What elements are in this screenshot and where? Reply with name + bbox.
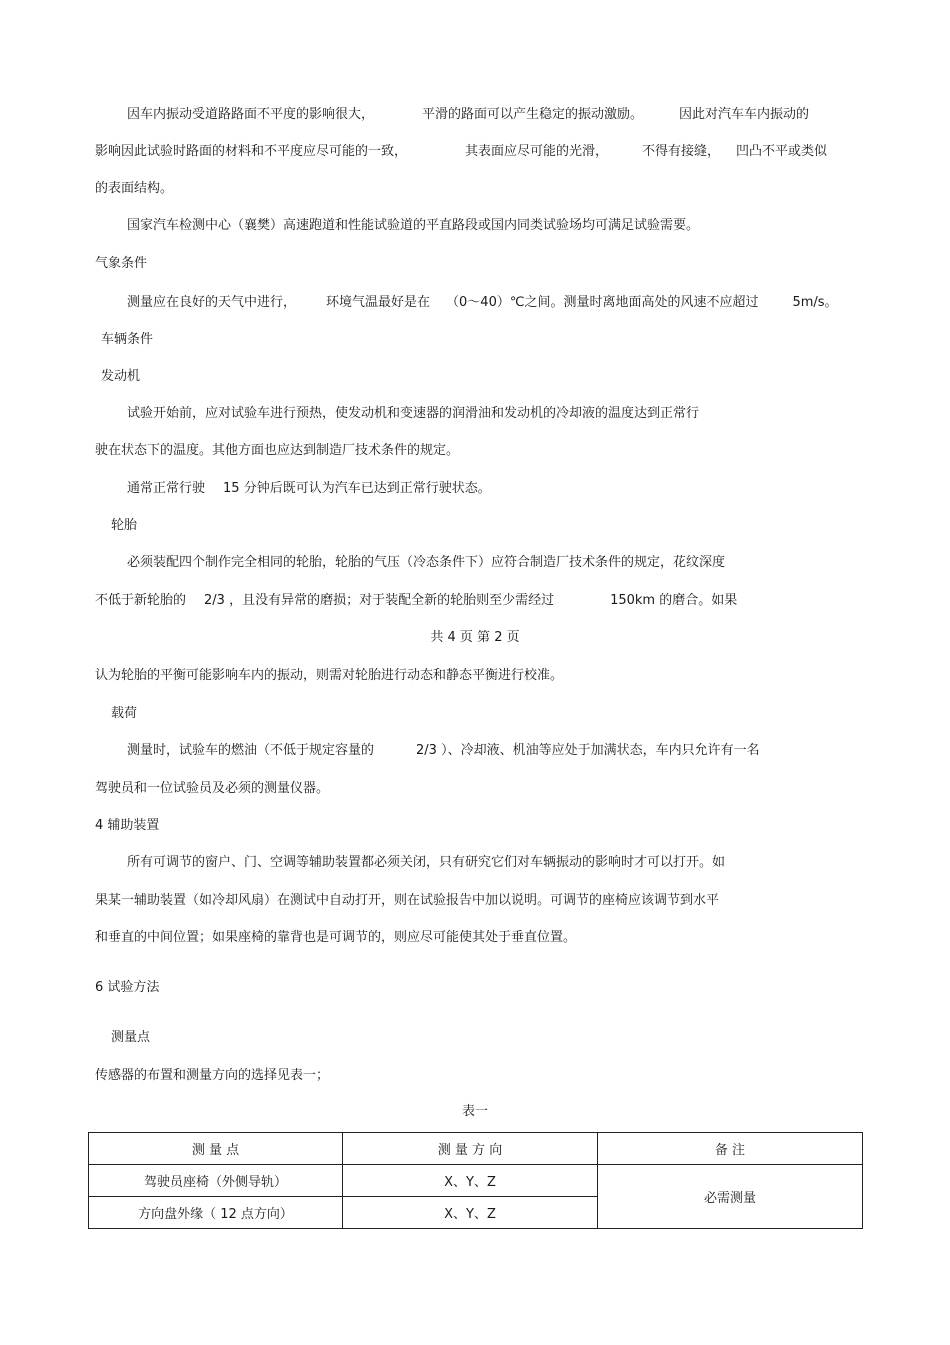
text-segment: 5m/s。 (792, 295, 838, 310)
table-cell: X、Y、Z (343, 1165, 598, 1197)
table-header-cell: 测 量 方 向 (343, 1133, 598, 1165)
body-line (127, 481, 491, 497)
text-segment: 平滑的路面可以产生稳定的振动激励。 (422, 107, 644, 122)
text-segment: 不得有接缝， (642, 144, 721, 159)
text-segment: 环境气温最好是在 (326, 295, 431, 310)
table-caption: 表一 (461, 1104, 488, 1119)
text-segment: 测量时，试验车的燃油（不低于规定容量的 (127, 743, 375, 758)
table-cell-merged: 必需测量 (598, 1165, 863, 1229)
body-line: 必须装配四个制作完全相同的轮胎，轮胎的气压（冷态条件下）应符合制造厂技术条件的规定，花纹深度 (127, 555, 726, 570)
text-segment: 不低于新轮胎的 (95, 593, 187, 608)
body-line: 传感器的布置和测量方向的选择见表一； (95, 1068, 330, 1083)
page-footer: 共 4 页 第 2 页 (430, 630, 520, 645)
section-heading: 测量点 (111, 1030, 151, 1045)
section-heading: 4 辅助装置 (95, 818, 160, 833)
text-segment: 因此对汽车车内振动的 (679, 107, 810, 122)
body-line: 国家汽车检测中心（襄樊）高速跑道和性能试验道的平直路段或国内同类试验场均可满足试验需要。 (127, 218, 700, 233)
body-line (95, 593, 737, 609)
text-segment: 2/3 ，且没有异常的磨损；对于装配全新的轮胎则至少需经过 (204, 593, 555, 608)
body-line: 和垂直的中间位置；如果座椅的靠背也是可调节的，则应尽可能使其处于垂直位置。 (95, 930, 577, 945)
body-line (95, 144, 827, 160)
body-line (127, 743, 760, 759)
body-line: 所有可调节的窗户、门、空调等辅助装置都必须关闭，只有研究它们对车辆振动的影响时才可以打开。如 (127, 855, 726, 870)
body-line: 驶在状态下的温度。其他方面也应达到制造厂技术条件的规定。 (95, 443, 460, 458)
body-line: 认为轮胎的平衡可能影响车内的振动，则需对轮胎进行动态和静态平衡进行校准。 (95, 668, 564, 683)
text-segment: （0～40）℃之间。测量时离地面高处的风速不应超过 (446, 295, 759, 310)
section-heading: 轮胎 (111, 518, 138, 533)
text-segment: 因车内振动受道路路面不平度的影响很大， (127, 107, 375, 122)
table-header-row (89, 1133, 863, 1165)
section-heading: 车辆条件 (101, 332, 154, 347)
text-segment: 150km 的磨合。如果 (610, 593, 738, 608)
measurement-table (88, 1132, 863, 1229)
text-segment: 凹凸不平或类似 (736, 144, 828, 159)
body-line (127, 295, 838, 311)
table-header-cell: 测 量 点 (89, 1133, 343, 1165)
body-line: 驾驶员和一位试验员及必须的测量仪器。 (95, 781, 330, 796)
text-segment: 影响因此试验时路面的材料和不平度应尽可能的一致， (95, 144, 408, 159)
table-header-cell: 备 注 (598, 1133, 863, 1165)
table-cell: X、Y、Z (343, 1197, 598, 1229)
body-line: 试验开始前，应对试验车进行预热，使发动机和变速器的润滑油和发动机的冷却液的温度达到正常行 (127, 406, 700, 421)
text-segment: 其表面应尽可能的光滑， (465, 144, 609, 159)
text-segment: 15 分钟后既可认为汽车已达到正常行驶状态。 (223, 481, 491, 496)
section-heading: 载荷 (111, 706, 138, 721)
text-segment: 通常正常行驶 (127, 481, 206, 496)
body-line: 的表面结构。 (95, 181, 174, 196)
body-line (127, 107, 809, 123)
text-segment: 测量应在良好的天气中进行， (127, 295, 297, 310)
text-segment: 2/3 ）、冷却液、机油等应处于加满状态，车内只允许有一名 (416, 743, 760, 758)
table-cell: 方向盘外缘（ 12 点方向） (89, 1197, 343, 1229)
section-heading: 6 试验方法 (95, 980, 160, 995)
body-line: 果某一辅助装置（如冷却风扇）在测试中自动打开，则在试验报告中加以说明。可调节的座椅应该调节到水平 (95, 893, 720, 908)
table-cell: 驾驶员座椅（外侧导轨） (89, 1165, 343, 1197)
section-heading: 发动机 (101, 369, 141, 384)
table-row (89, 1165, 863, 1197)
section-heading: 气象条件 (95, 256, 148, 271)
